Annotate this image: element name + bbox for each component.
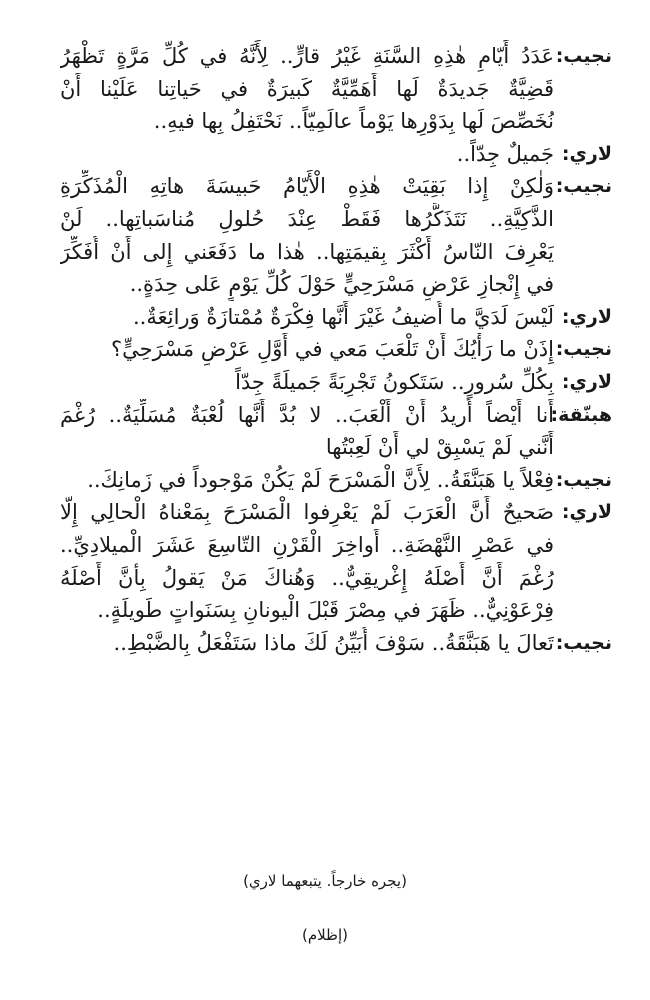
- speech-line: أَنا أَيْضاً أُريدُ أَنْ أَلْعَبَ.. لا بُدَّ أَنَّها لُعْبَةٌ مُسَلِّيَةٌ.. رُغْمَ: [60, 402, 554, 427]
- speech-line: يَعْرِفَ النّاسُ أَكْثَرَ بِقيمَتِها.. هٰذا ما دَفَعَني إِلى أَنْ أُفَكِّرَ: [60, 239, 554, 264]
- speech-text: [60, 464, 554, 497]
- dialogue-entry: [60, 399, 612, 464]
- speech-text: [60, 138, 554, 171]
- speech-line: رُغْمَ أَنَّ أَصْلَهُ إِغْريقِيٌّ.. وَهُناكَ مَنْ يَقولُ بِأَنَّ أَصْلَهُ: [60, 565, 554, 590]
- speech-line: أَنَّني لَمْ يَسْبِقْ لي أَنْ لَعِبْتُها: [325, 435, 554, 460]
- speech-line: نُخَصِّصَ لَها بِدَوْرِها يَوْماً عالَمِيّاً.. نَحْتَفِلُ بِها فيهِ..: [153, 109, 554, 134]
- dialogue-entry: [60, 138, 612, 171]
- dialogue-entry: [60, 366, 612, 399]
- speech-text: [60, 333, 554, 366]
- dialogue-entry: [60, 333, 612, 366]
- speaker-name: نجيب:: [555, 175, 612, 198]
- speaker-name: نجيب:: [555, 468, 612, 491]
- dialogue-entry: [60, 464, 612, 497]
- speech-text: [60, 399, 554, 464]
- speech-line: فِعْلاً يا هَبَنَّقَةُ.. لِأَنَّ الْمَسْرَحَ لَمْ يَكُنْ مَوْجوداً في زَمانِكَ..: [87, 467, 554, 492]
- speech-line: بِكُلِّ سُرورٍ.. سَتَكونُ تَجْرِبَةً جَميلَةً جِدّاً: [235, 369, 554, 394]
- speech-line: الذَّكِيَّةِ.. نَتَذَكَّرُها فَقَطْ عِنْدَ حُلولِ مُناسَباتِها.. لَنْ: [60, 206, 554, 231]
- speech-line: جَميلٌ جِدّاً..: [456, 141, 554, 166]
- speech-line: تَعالَ يا هَبَنَّقَةُ.. سَوْفَ أُبَيِّنُ لَكَ ماذا سَتَفْعَلُ بِالضَّبْطِ..: [113, 630, 554, 655]
- speech-line: قَضِيَّةٌ جَديدَةٌ لَها أَهَمِّيَّةٌ كَبيرَةٌ في حَياتِنا عَلَيْنا أَنْ: [60, 76, 554, 101]
- speaker-name: نجيب:: [555, 631, 612, 654]
- dialogue-entry: [60, 170, 612, 300]
- dialogue-entry: [60, 627, 612, 660]
- dialogue-entry: [60, 496, 612, 626]
- speaker-name: لاري:: [561, 305, 612, 328]
- speech-text: [60, 627, 554, 660]
- speaker-name: نجيب:: [555, 338, 612, 361]
- speech-text: [60, 40, 554, 138]
- speaker-name: هبنّقة:: [550, 403, 612, 426]
- speaker-name: لاري:: [561, 142, 612, 165]
- dialogue-entry: [60, 301, 612, 334]
- speech-text: [60, 496, 554, 626]
- stage-direction: (يجره خارجاً. يتبعهما لاري): [243, 872, 407, 890]
- speech-line: وَلٰكِنْ إِذا بَقِيَتْ هٰذِهِ الْأَيّامُ حَبيسَةَ هاتِهِ الْمُذَكِّرَةِ: [60, 174, 554, 199]
- speech-line: إِذَنْ ما رَأْيُكَ أَنْ تَلْعَبَ مَعي في أَوَّلِ عَرْضٍ مَسْرَحِيٍّ؟: [110, 337, 554, 362]
- speech-line: في عَصْرِ النَّهْضَةِ.. أَواخِرَ الْقَرْنِ التّاسِعَ عَشَرَ الْميلادِيِّ..: [60, 532, 554, 557]
- speech-text: [60, 301, 554, 334]
- ending-note: (إظلام): [301, 926, 349, 944]
- speaker-name: لاري:: [561, 501, 612, 524]
- speech-line: في إِنْجازِ عَرْضٍ مَسْرَحِيٍّ حَوْلَ كُلِّ يَوْمٍ عَلى حِدَةٍ..: [129, 272, 554, 297]
- speech-line: عَدَدُ أَيّامِ هٰذِهِ السَّنَةِ غَيْرُ قارٍّ.. لِأَنَّهُ في كُلِّ مَرَّةٍ تَظْهَرُ: [60, 44, 554, 68]
- speech-line: لَيْسَ لَدَيَّ ما أُضيفُ غَيْرَ أَنَّها فِكْرَةٌ مُمْتازَةٌ وَرائِعَةٌ..: [132, 304, 554, 329]
- speech-text: [60, 170, 554, 300]
- speaker-name: لاري:: [561, 370, 612, 393]
- speaker-name: نجيب:: [555, 45, 612, 67]
- speech-line: صَحيحٌ أَنَّ الْعَرَبَ لَمْ يَعْرِفوا الْمَسْرَحَ بِمَعْناهُ الْحالِي إِلّا: [60, 500, 554, 525]
- dialogue-entry: [60, 40, 612, 138]
- dialogue-block: [60, 40, 612, 659]
- speech-text: [60, 366, 554, 399]
- speech-line: فِرْعَوْنِيٌّ.. ظَهَرَ في مِصْرَ قَبْلَ الْيونانِ بِسَنَواتٍ طَويلَةٍ..: [97, 598, 554, 623]
